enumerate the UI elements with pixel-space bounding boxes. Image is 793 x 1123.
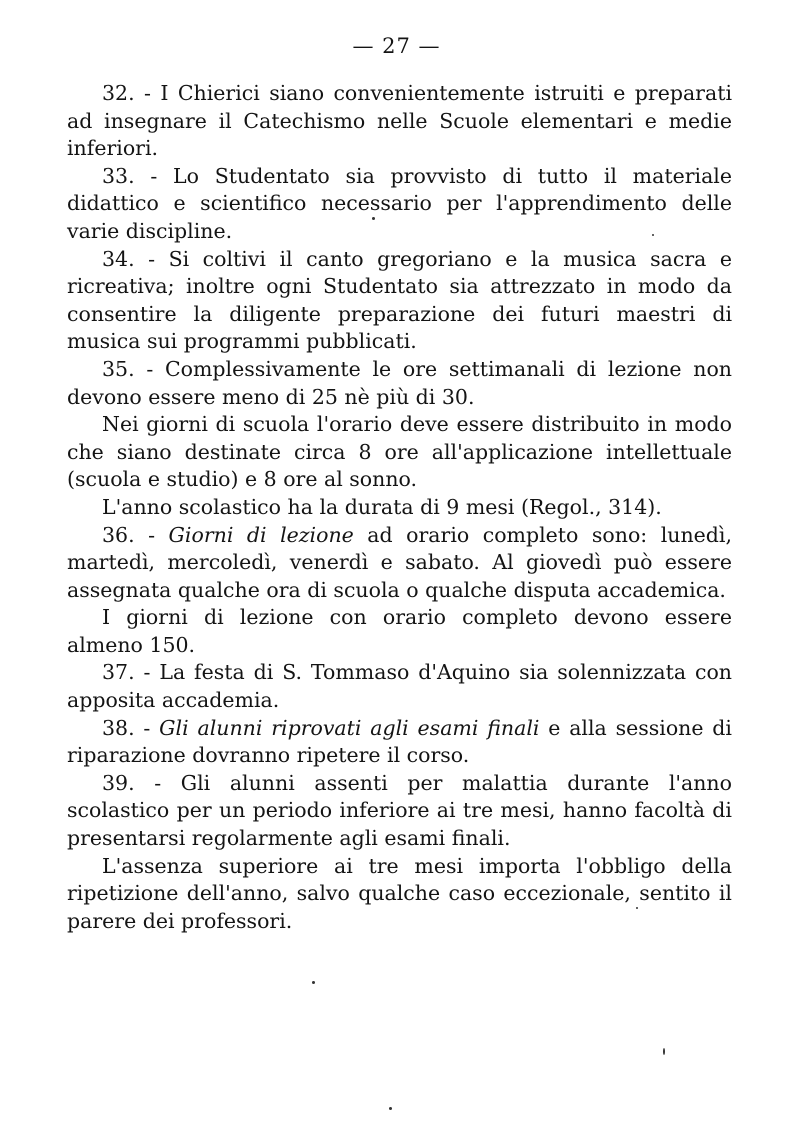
scan-speck (652, 234, 654, 236)
article-text: Si coltivi il canto gregoriano e la musica sacra e ricreativa; inoltre ogni Studentato sia attrezzato in modo da consentire la diligente preparazione dei futuri maestri di musica sui programmi pubblicati. (67, 246, 732, 354)
article-separator: - (134, 163, 174, 188)
scan-speck (389, 1107, 392, 1110)
article-number: 35. (102, 356, 135, 381)
scan-speck (312, 981, 315, 984)
paragraph-article-36 (67, 522, 732, 605)
article-text: Nei giorni di scuola l'orario deve essere distribuito in modo che siano destinate circa 8 ore all'applicazione intellettuale (scuola e studio) e 8 ore al sonno. (67, 412, 732, 492)
paragraph-lesson-days (67, 604, 732, 659)
page-number: — 27 — (352, 34, 441, 58)
article-separator: - (134, 715, 160, 740)
paragraph-article-34 (67, 246, 732, 356)
article-number: 37. (102, 660, 135, 685)
article-separator: - (134, 660, 160, 685)
article-text: e alla sessione di riparazione dovranno ripetere il corso. (67, 715, 732, 768)
article-text: Complessivamente le ore settimanali di lezione non devono essere meno di 25 nè più di 30. (67, 356, 732, 409)
article-text: L'assenza superiore ai tre mesi importa l'obbligo della ripetizione dell'anno, salvo qualche caso eccezionale, sentito il parere dei professori. (67, 853, 732, 933)
article-italic-lead: Giorni di lezione (168, 522, 354, 547)
article-number: 33. (102, 163, 135, 188)
article-number: 36. (102, 522, 135, 547)
article-number: 34. (102, 246, 135, 271)
body-text (67, 80, 732, 935)
article-separator: - (134, 522, 169, 547)
paragraph-article-35 (67, 356, 732, 411)
article-italic-lead: Gli alunni riprovati agli esami finali (159, 715, 540, 740)
article-text: I Chierici siano convenientemente istruiti e preparati ad insegnare il Catechismo nelle Scuole elementari e medie inferiori. (67, 81, 732, 161)
article-text: Gli alunni assenti per malattia durante l'anno scolastico per un periodo inferiore ai tre mesi, hanno facoltà di presentarsi regolarmente agli esami finali. (67, 770, 732, 851)
paragraph-schedule (67, 411, 732, 494)
scan-speck (636, 907, 638, 909)
article-text: L'anno scolastico ha la durata di 9 mesi (Regol., 314). (102, 494, 662, 519)
article-number: 39. (102, 770, 135, 795)
article-text: I giorni di lezione con orario completo devono essere almeno 150. (67, 605, 732, 657)
paragraph-article-39 (67, 770, 732, 853)
article-separator: - (134, 356, 165, 381)
article-separator: - (134, 770, 181, 795)
article-number: 32. (102, 81, 135, 105)
paragraph-absence (67, 853, 732, 936)
article-separator: - (134, 81, 161, 105)
paragraph-article-32 (67, 80, 732, 163)
article-text: Lo Studentato sia provvisto di tutto il materiale didattico e scientifico necessario per l'apprendimento delle varie discipline. (67, 163, 732, 243)
paragraph-school-year (67, 494, 732, 522)
article-text: ad orario completo sono: lunedì, martedì, mercoledì, venerdì e sabato. Al giovedì può essere assegnata qualche ora di scuola o qualche disputa accademica. (67, 522, 732, 602)
scan-speck (663, 1048, 665, 1055)
paragraph-article-37 (67, 659, 732, 714)
scan-speck (372, 217, 375, 220)
article-text: La festa di S. Tommaso d'Aquino sia solennizzata con apposita accademia. (67, 660, 732, 713)
article-number: 38. (102, 715, 135, 740)
paragraph-article-33 (67, 163, 732, 246)
paragraph-article-38 (67, 715, 732, 770)
article-separator: - (134, 246, 169, 271)
